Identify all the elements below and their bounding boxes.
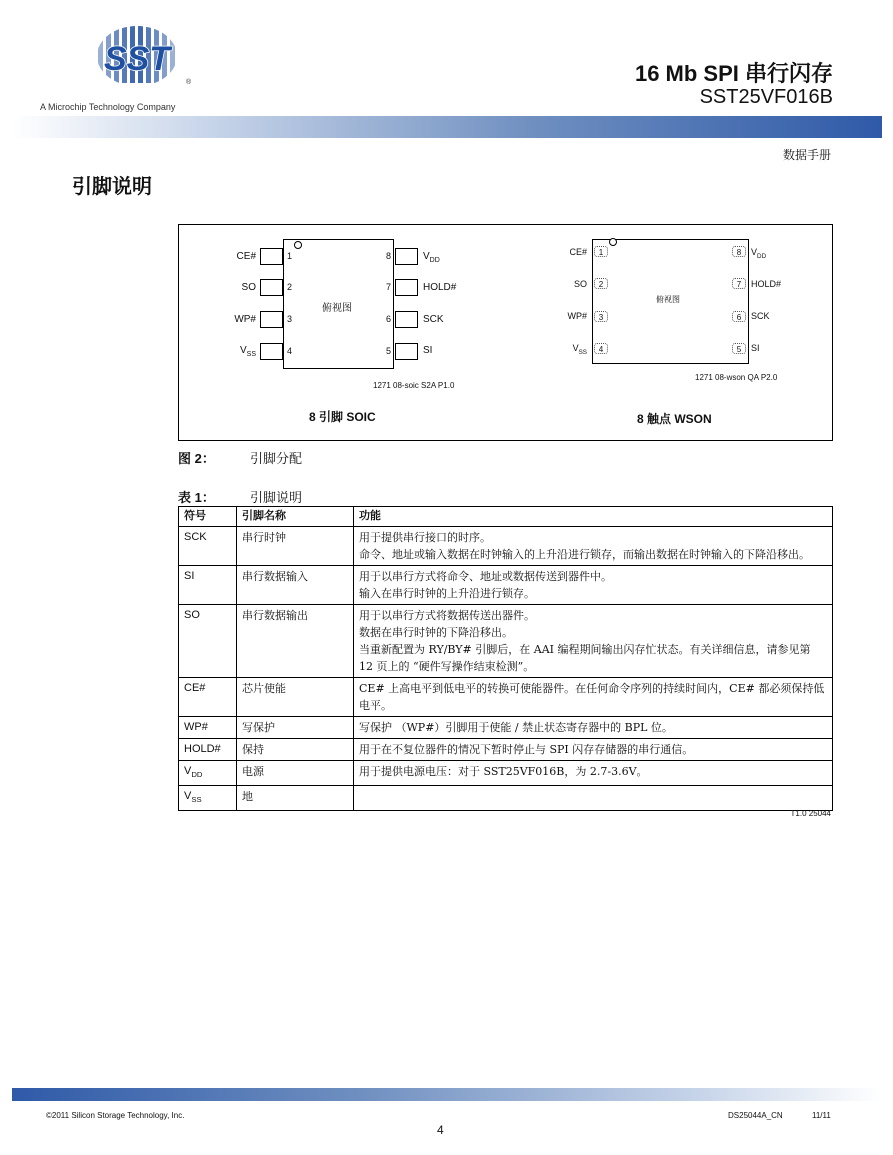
wson-pin-number: 6 — [732, 311, 746, 322]
wson-pin-name: WP# — [567, 311, 587, 321]
cell-pin-name: 串行数据输出 — [237, 605, 354, 678]
soic-pin-number: 2 — [287, 282, 293, 292]
cell-function: 用于提供串行接口的时序。 命令、地址或输入数据在时钟输入的上升沿进行锁存，而输出数据在时钟输入的下降沿移出。 — [354, 527, 833, 566]
doc-type: 数据手册 — [782, 148, 831, 162]
cell-function: 用于以串行方式将数据传送出器件。 数据在串行时钟的下降沿移出。 当重新配置为 RY/BY# 引脚后，在 AAI 编程期间输出闪存忙状态。有关详细信息，请参见第 12 页上的 “硬件写操作结束检测”。 — [354, 605, 833, 678]
wson-view-label: 俯视图 — [656, 295, 680, 304]
wson-pin-number: 1 — [594, 246, 608, 257]
cell-function — [354, 786, 833, 811]
soic-pin-number: 6 — [386, 314, 392, 324]
wson-pin-number: 2 — [594, 278, 608, 289]
cell-function: 写保护 （WP#）引脚用于使能 / 禁止状态寄存器中的 BPL 位。 — [354, 717, 833, 739]
soic-chip-body — [283, 239, 394, 369]
wson-figure-ref: 1271 08-wson QA P2.0 — [695, 373, 778, 382]
doc-id: DS25044A_CN — [728, 1111, 783, 1120]
footer-band — [12, 1088, 882, 1101]
cell-symbol: WP# — [179, 717, 237, 739]
header-band — [12, 116, 882, 138]
logo-text: SST — [103, 40, 171, 78]
table-row — [179, 605, 833, 678]
header-symbol: 符号 — [179, 507, 237, 527]
cell-pin-name: 芯片使能 — [237, 678, 354, 717]
pin-description-table — [178, 506, 833, 811]
table-row — [179, 786, 833, 811]
soic-pin-number: 8 — [386, 251, 392, 261]
header-pin-name: 引脚名称 — [237, 507, 354, 527]
table-row — [179, 739, 833, 761]
figure-label: 图 2： — [178, 451, 215, 466]
cell-pin-name: 写保护 — [237, 717, 354, 739]
wson-caption: 8 触点 WSON — [637, 412, 712, 426]
wson-pin-number: 7 — [732, 278, 746, 289]
pin1-marker — [294, 241, 302, 249]
cell-pin-name: 串行数据输入 — [237, 566, 354, 605]
soic-caption: 8 引脚 SOIC — [309, 410, 376, 424]
cell-symbol: SI — [179, 566, 237, 605]
table-caption — [178, 487, 302, 506]
soic-pin-number: 1 — [287, 251, 293, 261]
wson-pin-number: 3 — [594, 311, 608, 322]
table-label: 表 1： — [178, 490, 215, 505]
table-row — [179, 717, 833, 739]
pin1-marker — [609, 238, 617, 246]
doc-date: 11/11 — [812, 1111, 831, 1120]
cell-pin-name: 保持 — [237, 739, 354, 761]
cell-pin-name: 串行时钟 — [237, 527, 354, 566]
cell-symbol: HOLD# — [179, 739, 237, 761]
section-title: 引脚说明 — [72, 174, 152, 198]
wson-pin-number: 8 — [732, 246, 746, 257]
cell-function: CE# 上高电平到低电平的转换可使能器件。在任何命令序列的持续时间内，CE# 都必须保持低电平。 — [354, 678, 833, 717]
svg-text:®: ® — [186, 79, 192, 86]
copyright: ©2011 Silicon Storage Technology, Inc. — [46, 1111, 185, 1120]
wson-pin-name: $V_{SS}$ — [572, 343, 587, 356]
cell-function: 用于以串行方式将命令、地址或数据传送到器件中。 输入在串行时钟的上升沿进行锁存。 — [354, 566, 833, 605]
table-row — [179, 566, 833, 605]
pin-assignment-figure — [178, 224, 833, 441]
company-tagline: A Microchip Technology Company — [40, 102, 176, 112]
soic-pin-name: HOLD# — [423, 282, 457, 293]
wson-pin-name: SO — [573, 279, 587, 289]
soic-pin-name: SI — [423, 345, 433, 356]
cell-symbol: CE# — [179, 678, 237, 717]
page-number: 4 — [437, 1123, 444, 1137]
cell-symbol: SO — [179, 605, 237, 678]
soic-pin-name: $V_{DD}$ — [423, 251, 440, 264]
part-number: SST25VF016B — [699, 86, 833, 108]
soic-pin-number: 4 — [287, 346, 293, 356]
wson-pin-number: 5 — [732, 343, 746, 354]
soic-view-label: 俯视图 — [322, 303, 352, 314]
figure-title: 引脚分配 — [250, 452, 303, 467]
cell-symbol: SCK — [179, 527, 237, 566]
cell-symbol: $V_{SS}$ — [179, 786, 237, 811]
soic-figure-ref: 1271 08-soic S2A P1.0 — [373, 381, 455, 390]
soic-pin-number: 3 — [287, 314, 293, 324]
table-row — [179, 761, 833, 786]
soic-pin-name: SO — [241, 282, 256, 293]
wson-pin-name: HOLD# — [751, 279, 782, 289]
soic-pin-number: 5 — [386, 346, 392, 356]
table-ref: T1.0 25044 — [790, 809, 831, 818]
cell-pin-name: 电源 — [237, 761, 354, 786]
soic-pin-number: 7 — [386, 282, 392, 292]
cell-function: 用于提供电源电压：对于 SST25VF016B，为 2.7-3.6V。 — [354, 761, 833, 786]
soic-pin-name: WP# — [234, 314, 256, 325]
soic-pin-name: SCK — [423, 314, 444, 325]
wson-chip-body — [592, 239, 749, 364]
table-header-row — [179, 507, 833, 527]
table-title: 引脚说明 — [250, 491, 303, 506]
header-function: 功能 — [354, 507, 833, 527]
wson-pin-number: 4 — [594, 343, 608, 354]
document-title: 16 Mb SPI 串行闪存 — [634, 61, 833, 86]
cell-pin-name: 地 — [237, 786, 354, 811]
cell-function: 用于在不复位器件的情况下暂时停止与 SPI 闪存存储器的串行通信。 — [354, 739, 833, 761]
wson-pin-name: $V_{DD}$ — [751, 247, 767, 260]
soic-pin-name: CE# — [236, 251, 256, 262]
table-row — [179, 527, 833, 566]
wson-pin-name: SI — [751, 343, 760, 353]
sst-logo — [80, 18, 195, 88]
soic-pin-name: $V_{SS}$ — [239, 345, 256, 358]
wson-pin-name: SCK — [751, 311, 770, 321]
cell-symbol: $V_{DD}$ — [179, 761, 237, 786]
wson-pin-name: CE# — [569, 247, 587, 257]
table-row — [179, 678, 833, 717]
figure-caption — [178, 448, 302, 467]
